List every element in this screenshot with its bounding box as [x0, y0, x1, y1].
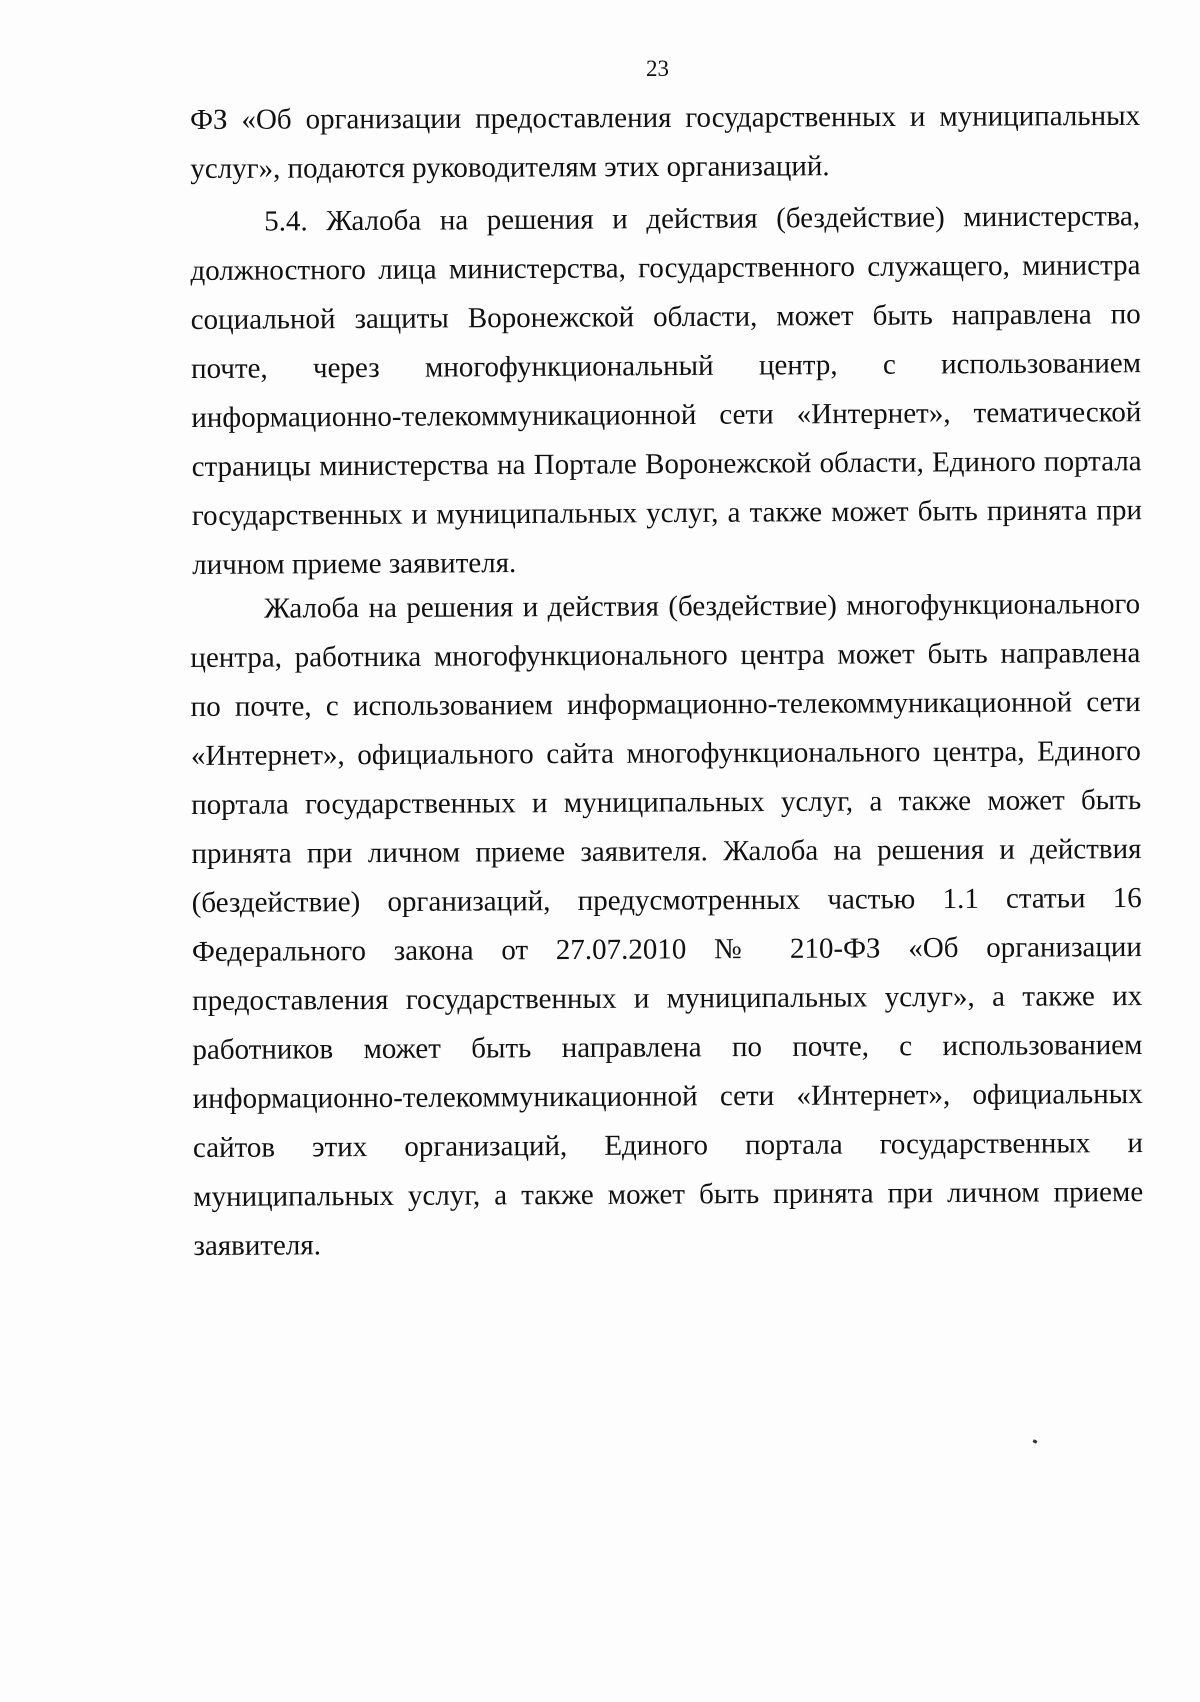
paragraph-2: 5.4. Жалоба на решения и действия (бездействие) министерства, должностного лица министерства, государственного служащего, министра социальной защиты Воронежской области, может быть направлена по почте, через многофункциональный центр, с использованием информационно-телекоммуникационной сети «Интернет», тематической страницы министерства на Портале Воронежской области, Единого портала государственных и муниципальных услуг, а также может быть принята при личном приеме заявителя. [190, 200, 1143, 581]
paragraph-3: Жалоба на решения и действия (бездействие) многофункционального центра, работника многофункционального центра может быть направлена по почте, с использованием информационно-телекоммуникационной сети «Интернет», официального сайта многофункционального центра, Единого портала государственных и муниципальных услуг, а также может быть принята при личном приеме заявителя. Жалоба на решения и действия (бездействие) организаций, предусмотренных частью 1.1 статьи 16 Федерального закона от 27.07.2010 № 210-ФЗ «Об организации предоставления государственных и муниципальных услуг», а также их работников может быть направлена по почте, с использованием информационно-телекоммуникационной сети «Интернет», официальных сайтов этих организаций, Единого портала государственных и муниципальных услуг, а также может быть принята при личном приеме заявителя. [190, 588, 1144, 1262]
paragraph-section-5-4 [190, 192, 1142, 590]
scan-speck [1033, 1439, 1038, 1443]
page-number: 23 [646, 56, 669, 81]
paragraph-continuation [190, 92, 1140, 194]
paragraph-1: ФЗ «Об организации предоставления государственных и муниципальных услуг», подаются руководителям этих организаций. [190, 99, 1141, 185]
paragraph-mfc-complaint [190, 580, 1144, 1271]
